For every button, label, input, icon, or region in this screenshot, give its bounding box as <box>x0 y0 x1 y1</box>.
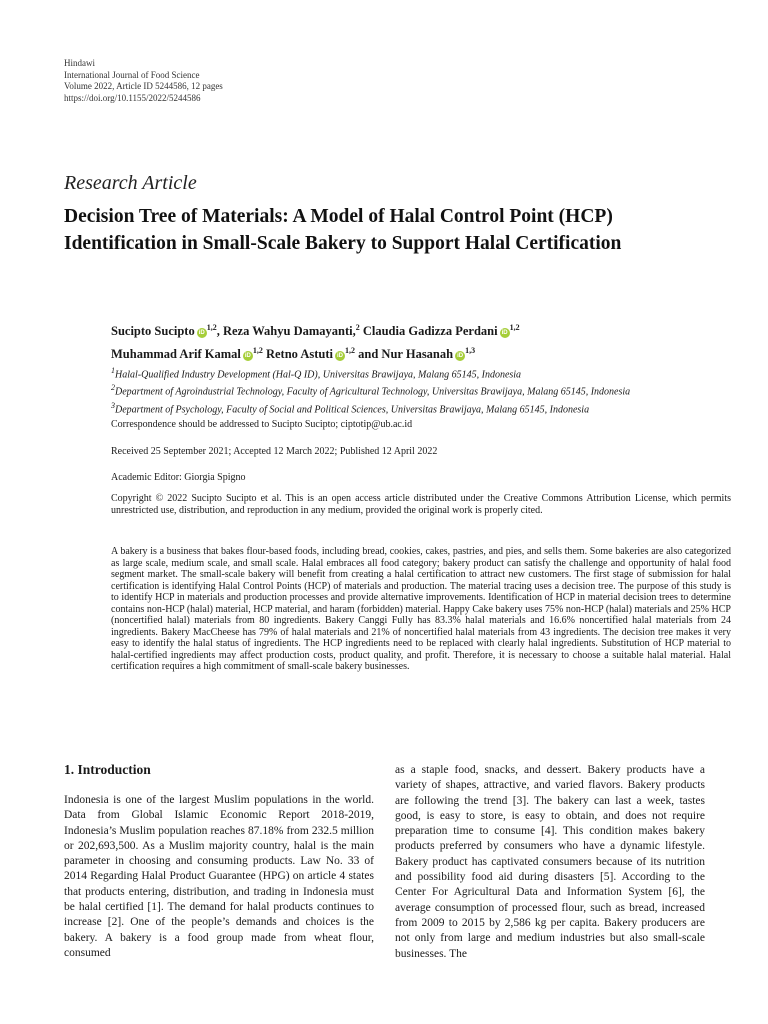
intro-column-right: as a staple food, snacks, and dessert. Bakery products have a variety of shapes, attractive, and varied flavors. Bakery products are following the trend [3]. The bakery can last a week, tastes good, is easy to store, is easy to obtain, and does not require preparation time to consume [4]. This condition makes bakery products preferred by consumers who have a dynamic lifestyle. Bakery product has captivated consumers because of its nutrition and possibility food aid during disasters [5]. According to the Center For Agricultural Data and Information System [6], the average consumption of processed flour, such as bread, increased from 2009 to 2015 by 2,586 kg per capita. Bakery producers are not only from large and medium industries but also small-scale businesses. The <box>395 764 705 960</box>
affiliation-3: $^3$Department of Psychology, Faculty of Social and Political Sciences, Universitas Brawijaya, Malang 65145, Indonesia <box>111 400 590 415</box>
author-1: Sucipto Sucipto iD$^{1,2}$, <box>111 323 223 339</box>
orcid-icon[interactable]: iD <box>198 330 205 337</box>
article-type: Research Article <box>64 172 197 194</box>
orcid-icon[interactable]: iD <box>457 353 464 360</box>
volume-info: Volume 2022, Article ID 5244586, 12 pages <box>64 81 223 91</box>
correspondence: Correspondence should be addressed to Sucipto Sucipto; ciptotip@ub.ac.id <box>111 419 413 430</box>
copyright-notice: Copyright © 2022 Sucipto Sucipto et al. This is an open access article distributed under the Creative Commons Attribution License, which permits unrestricted use, distribution, and reproduction in any medium, provided the original work is properly cited. <box>111 493 731 517</box>
orcid-icon[interactable]: iD <box>244 353 251 360</box>
orcid-icon[interactable]: iD <box>337 353 344 360</box>
academic-editor: Academic Editor: Giorgia Spigno <box>111 472 246 483</box>
intro-column-left: Indonesia is one of the largest Muslim populations in the world. Data from Global Islamic Economic Report 2018-2019, Indonesia’s Muslim population reaches 87.18% from 232.5 million or 202,693,500. As a Muslim majority country, halal is the main parameter in choosing and consuming products. Law No. 33 of 2014 Regarding Halal Product Guarantee (HPG) on article 4 states that products entering, distribution, and trading in Indonesia must be halal certified [1]. The demand for halal products continues to increase [2]. One of the people’s demands and choices is the bakery. A bakery is a food group made from wheat flour, consumed <box>64 794 374 959</box>
author-6: Nur Hasanah iD$^{1,3}$ <box>381 346 476 362</box>
author-4: Muhammad Arif Kamal iD$^{1,2}$ <box>111 346 263 362</box>
author-list <box>111 318 721 364</box>
author-2: Reza Wahyu Damayanti,$^2$ <box>222 323 360 339</box>
orcid-icon[interactable]: iD <box>501 330 508 337</box>
affiliations <box>111 364 731 416</box>
author-3: Claudia Gadizza Perdani iD$^{1,2}$ <box>362 323 520 339</box>
section-heading: 1. Introduction <box>64 762 151 777</box>
article-dates: Received 25 September 2021; Accepted 12 March 2022; Published 12 April 2022 <box>111 446 438 457</box>
journal-name: International Journal of Food Science <box>64 69 200 80</box>
journal-header <box>64 58 223 104</box>
affiliation-1: $^1$Halal-Qualified Industry Development (Hal-Q ID), Universitas Brawijaya, Malang 65145, Indonesia <box>111 366 522 381</box>
paper-title: Decision Tree of Materials: A Model of Halal Control Point (HCP) Identification in Small-Scale Bakery to Support Halal Certification <box>64 206 622 254</box>
abstract: A bakery is a business that bakes flour-based foods, including bread, cookies, cakes, pastries, and pies, and sells them. Some bakeries are also categorized as large scale, medium scale, and small scale. Halal embraces all food category; bakery product can satisfy the challenge and opportunity of halal food segment market. The small-scale bakery will benefit from creating a halal certification to attract new customers. The first stage of submission for halal certification is identifying Halal Control Points (HCP) of materials and production. The material tracing uses a decision tree. The purpose of this study is to identify HCP in materials and production processes and provide alternative improvements. Identification of HCP in material decision trees to determine contains non-HCP (halal) material, HCP material, and haram (forbidden) material. Happy Cake bakery uses 75% non-HCP (halal) materials and 25% HCP (noncertified halal) materials from 80 ingredients. Bakery Canggi Fully has 83.3% halal materials and 16.6% noncertified halal materials from 24 ingredients. Bakery MacCheese has 79% of halal materials and 21% of noncertified halal materials from 43 ingredients. The decision tree makes it very easy to identify the halal status of ingredients. The HCP ingredients need to be replaced with clearly halal ingredients. Substitution of HCP material to halal-certified ingredients may affect production costs, product quality, and profit. Therefore, it is necessary to choose a suitable halal material. Halal certification requires a high commitment of small-scale bakery businesses. <box>111 546 731 672</box>
doi-link[interactable]: https://doi.org/10.1155/2022/5244586 <box>64 92 201 103</box>
publisher-name: Hindawi <box>64 58 95 68</box>
author-5: Retno Astuti iD$^{1,2}$ and <box>265 346 382 362</box>
affiliation-2: $^2$Department of Agroindustrial Technology, Faculty of Agricultural Technology, Universitas Brawijaya, Malang 65145, Indonesia <box>111 383 631 398</box>
